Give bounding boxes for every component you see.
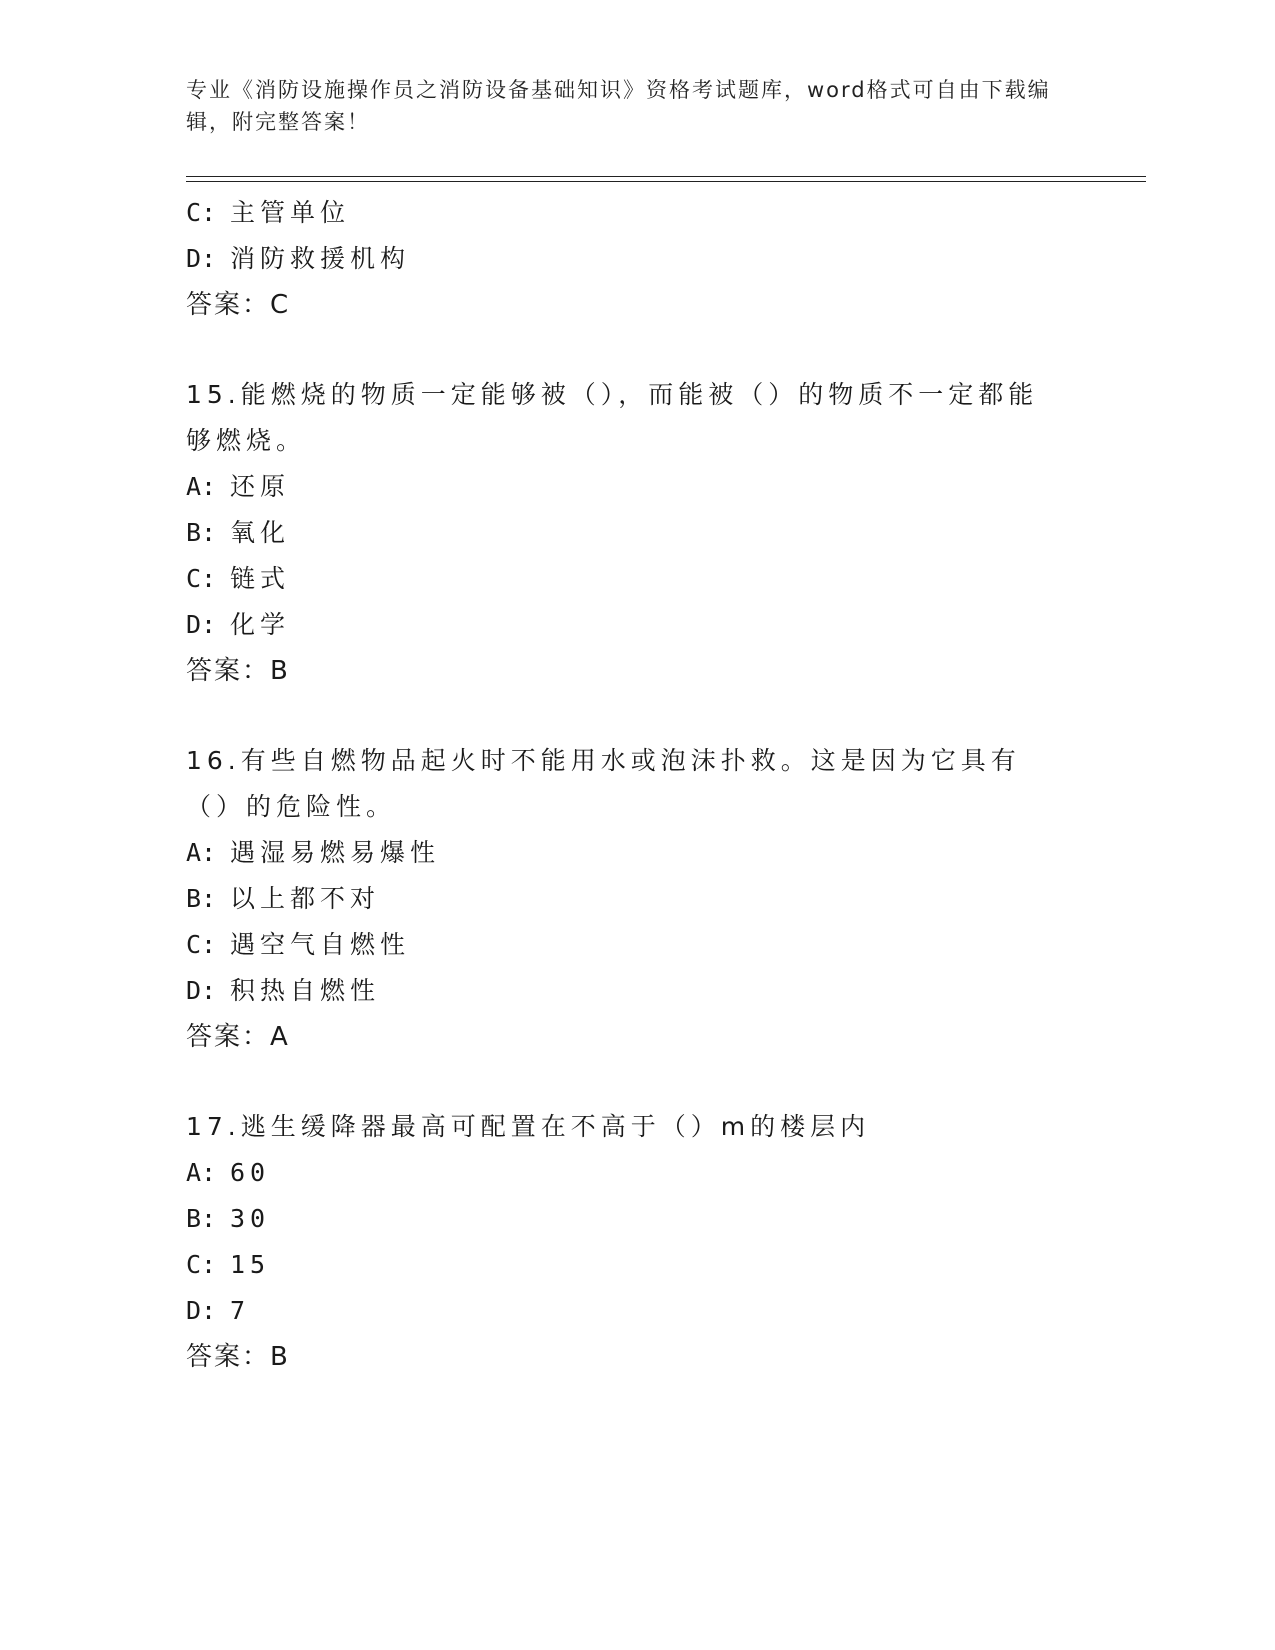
option-b <box>186 876 1086 922</box>
option-d <box>186 1288 1086 1334</box>
option-a <box>186 464 1086 510</box>
option-c <box>186 556 1086 602</box>
header-rule-bottom <box>186 181 1146 182</box>
option-a <box>186 830 1086 876</box>
option-letter: C: <box>186 198 217 227</box>
option-letter: D: <box>186 244 217 273</box>
option-d <box>186 236 1086 282</box>
header-rule-top <box>186 176 1146 177</box>
option-c <box>186 190 1086 236</box>
option-text: 链式 <box>230 564 291 593</box>
option-d <box>186 968 1086 1014</box>
option-text: 遇湿易燃易爆性 <box>230 838 441 867</box>
option-d <box>186 602 1086 648</box>
option-text: 以上都不对 <box>230 884 381 913</box>
option-a <box>186 1150 1086 1196</box>
option-text: 还原 <box>230 472 291 501</box>
question-list <box>186 190 1086 1380</box>
option-c <box>186 922 1086 968</box>
option-letter: A: <box>186 1158 217 1187</box>
answer-line: 答案：A <box>186 1022 290 1052</box>
option-text: 消防救援机构 <box>230 244 411 273</box>
option-text: 7 <box>230 1296 251 1325</box>
option-text: 30 <box>230 1204 271 1233</box>
answer-line: 答案：B <box>186 656 290 686</box>
option-letter: C: <box>186 564 217 593</box>
option-letter: B: <box>186 518 217 547</box>
option-letter: C: <box>186 930 217 959</box>
option-letter: D: <box>186 610 217 639</box>
option-text: 主管单位 <box>230 198 351 227</box>
question-stem: 17.逃生缓降器最高可配置在不高于（）m的楼层内 <box>186 1112 871 1141</box>
option-letter: A: <box>186 472 217 501</box>
option-b <box>186 1196 1086 1242</box>
option-text: 积热自燃性 <box>230 976 381 1005</box>
document-header: 专业《消防设施操作员之消防设备基础知识》资格考试题库，word格式可自由下载编辑，附完整答案！ <box>186 78 1051 134</box>
answer-line: 答案：C <box>186 290 291 320</box>
option-text: 15 <box>230 1250 271 1279</box>
option-text: 60 <box>230 1158 271 1187</box>
option-letter: D: <box>186 976 217 1005</box>
answer-line: 答案：B <box>186 1342 290 1372</box>
option-text: 遇空气自燃性 <box>230 930 411 959</box>
option-text: 化学 <box>230 610 291 639</box>
option-letter: B: <box>186 1204 217 1233</box>
option-c <box>186 1242 1086 1288</box>
question-stem: 16.有些自燃物品起火时不能用水或泡沫扑救。这是因为它具有（）的危险性。 <box>186 746 1021 821</box>
option-letter: C: <box>186 1250 217 1279</box>
question-stem: 15.能燃烧的物质一定能够被（），而能被（）的物质不一定都能够燃烧。 <box>186 380 1039 455</box>
option-letter: A: <box>186 838 217 867</box>
option-letter: B: <box>186 884 217 913</box>
option-letter: D: <box>186 1296 217 1325</box>
option-text: 氧化 <box>230 518 291 547</box>
option-b <box>186 510 1086 556</box>
